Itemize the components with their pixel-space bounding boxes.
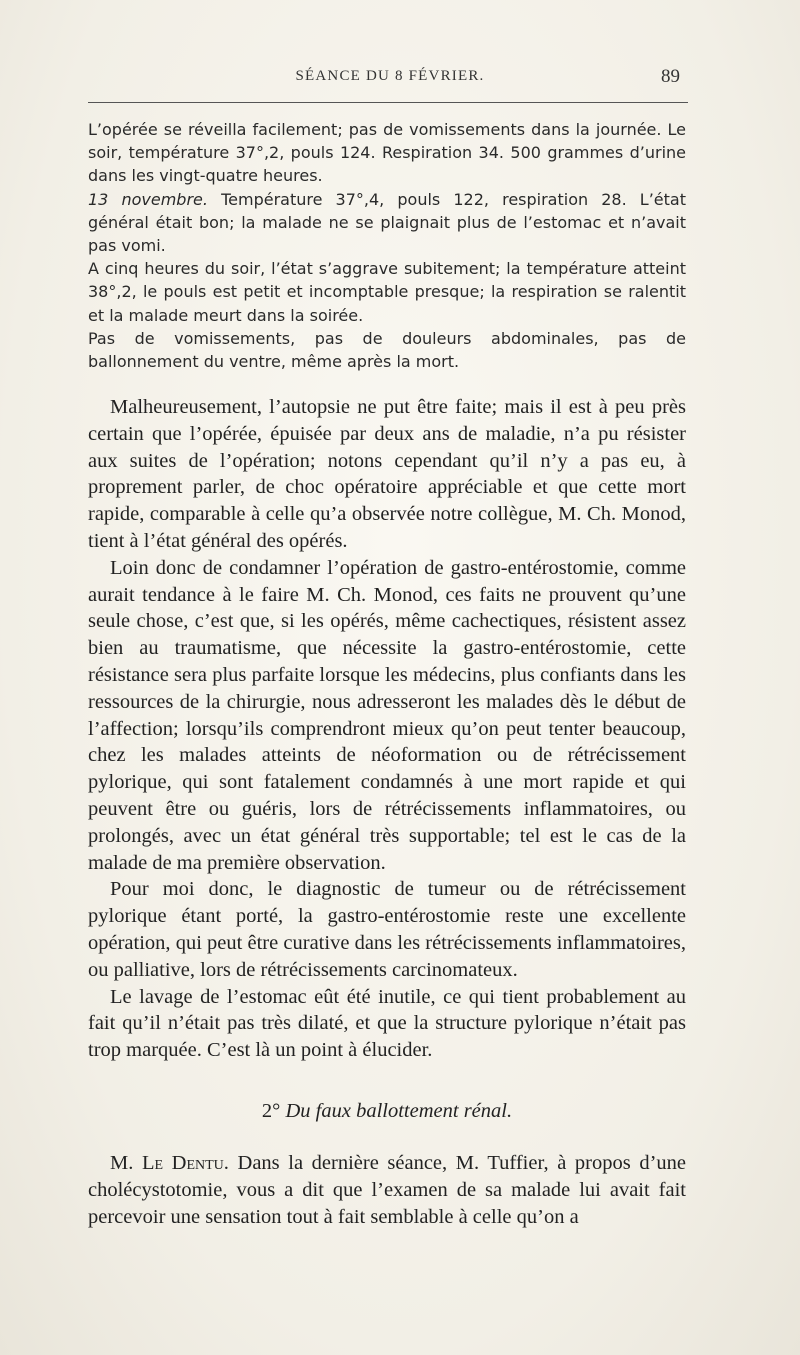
section-heading bbox=[88, 1100, 686, 1123]
case-paragraph-1: L’opérée se réveilla facilement; pas de vomissements dans la journée. Le soir, température 37°,2, pouls 124. Respiration 34. 500 grammes d’urine dans les vingt-quatre heures. bbox=[88, 120, 686, 186]
discussion-paragraph-4: Le lavage de l’estomac eût été inutile, ce qui tient probablement au fait qu’il n’était pas très dilaté, et que la structure pylorique n’était pas trop marquée. C’est là un point à élucider. bbox=[88, 985, 686, 1062]
section-title: Du faux ballottement rénal. bbox=[285, 1100, 513, 1122]
discussion-paragraph-1: Malheureusement, l’autopsie ne put être faite; mais il est à peu près certain que l’opérée, épuisée par deux ans de maladie, n’a pu résister aux suites de l’opération; notons cependant qu’il n’y a pas eu, à proprement parler, de choc opératoire appréciable et que cette mort rapide, comparable à celle qu’a observée notre collègue, M. Ch. Monod, tient à l’état général des opérés. bbox=[88, 396, 686, 552]
discussion bbox=[88, 394, 686, 1064]
page-number: 89 bbox=[661, 66, 680, 87]
running-title: SÉANCE DU 8 FÉVRIER. bbox=[295, 68, 485, 84]
case-paragraph-2 bbox=[88, 188, 686, 258]
discussion-paragraph-3: Pour moi donc, le diagnostic de tumeur ou de rétrécissement pylorique étant porté, la gastro-entérostomie reste une excellente opération, qui peut être curative dans les rétrécissements inflammatoires, ou palliative, lors de rétrécissements carcinomateux. bbox=[88, 878, 686, 981]
discussion-paragraph-2: Loin donc de condamner l’opération de gastro-entérostomie, comme aurait tendance à le faire M. Ch. Monod, ces faits ne prouvent qu’une seule chose, c’est que, si les opérés, même cachectiques, résistent assez bien au traumatisme, que nécessite la gastro-entérostomie, cette résistance sera plus parfaite lorsque les médecins, plus confiants dans les ressources de la chirurgie, nous adresseront les malades dès le début de l’affection; lorsqu’ils comprendront mieux qu’on peut tenter beaucoup, chez les malades atteints de néoformation ou de rétrécissement pylorique, qui sont fatalement condamnés à une mort rapide et qui peuvent être ou guéris, lors de rétrécissements inflammatoires, ou prolongés, avec un état général très supportable; tel est le cas de la malade de ma première observation. bbox=[88, 556, 686, 874]
case-paragraph-3: A cinq heures du soir, l’état s’aggrave subitement; la température atteint 38°,2, le pouls est petit et incomptable presque; la respiration se ralentit et la malade meurt dans la soirée. bbox=[88, 259, 686, 325]
case-report bbox=[88, 118, 686, 373]
section-number: 2° bbox=[261, 1100, 281, 1122]
speaker-name: M. Le Dentu. bbox=[110, 1152, 229, 1174]
le-dentu-remarks bbox=[88, 1150, 686, 1230]
case-date: 13 novembre. bbox=[88, 189, 208, 209]
page-header bbox=[90, 64, 690, 94]
header-rule bbox=[88, 102, 688, 103]
final-paragraph-text: Dans la dernière séance, M. Tuffier, à propos d’une cholécystotomie, vous a dit que l’examen de sa malade lui avait fait percevoir une sensation tout à fait semblable à celle qu’on a bbox=[88, 1152, 687, 1228]
case-paragraph-4: Pas de vomissements, pas de douleurs abdominales, pas de ballonnement du ventre, même après la mort. bbox=[88, 328, 686, 372]
final-paragraph bbox=[88, 1150, 686, 1230]
case-paragraph-2-text: Température 37°,4, pouls 122, respiration 28. L’état général était bon; la malade ne se plaignait plus de l’estomac et n’avait pas vomi. bbox=[88, 189, 686, 256]
